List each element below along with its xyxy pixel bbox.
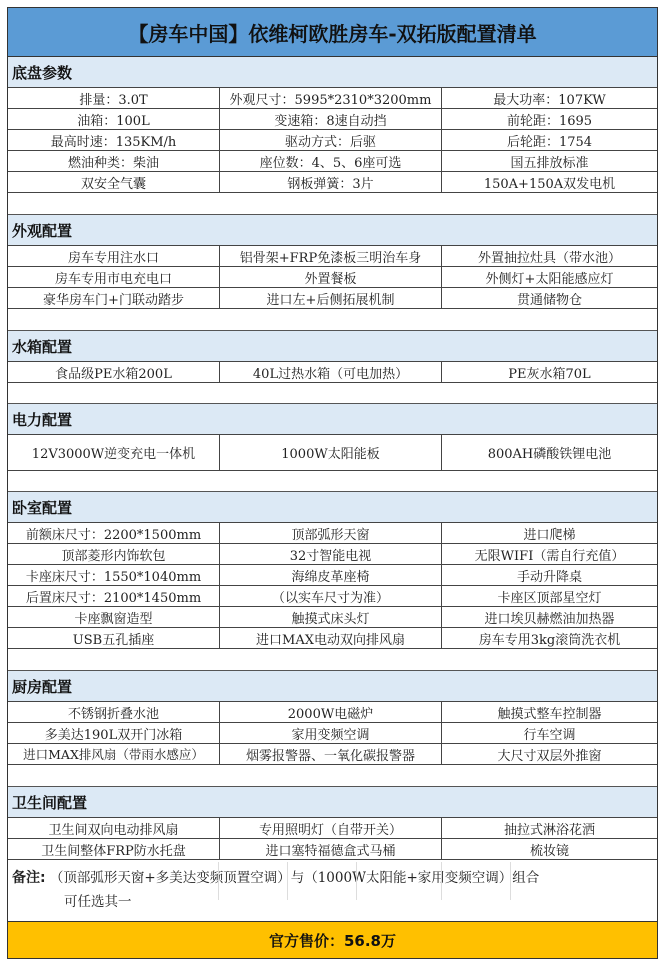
- table-cell: 手动升降桌: [516, 569, 582, 585]
- table-row: [8, 723, 657, 744]
- table-cell: 前轮距：1695: [506, 113, 593, 129]
- remarks-label: 备注:: [12, 870, 46, 886]
- table-row: [8, 130, 657, 151]
- official-price: 官方售价：56.8万: [8, 922, 657, 959]
- table-cell: 卡座床尺寸：1550*1040mm: [8, 565, 220, 585]
- table-cell: 触摸式整车控制器: [497, 706, 602, 722]
- table-row: [8, 362, 657, 383]
- table-row: [8, 435, 657, 471]
- section-heading-exterior: 外观配置: [8, 215, 657, 246]
- table-cell: 后置床尺寸：2100*1450mm: [8, 586, 220, 606]
- table-cell: USB五孔插座: [8, 628, 220, 648]
- table-cell: 触摸式床头灯: [220, 607, 442, 627]
- table-cell: 大尺寸双层外推窗: [497, 748, 602, 764]
- table-cell: 贯通储物仓: [516, 292, 582, 308]
- table-cell: 豪华房车门+门联动踏步: [8, 288, 220, 308]
- section-heading-kitchen: 厨房配置: [8, 671, 657, 702]
- table-row: [8, 523, 657, 544]
- table-cell: 房车专用市电充电口: [8, 267, 220, 287]
- table-cell: 卫生间整体FRP防水托盘: [8, 839, 220, 859]
- grid-column: [357, 862, 442, 900]
- section-heading-water-tank: 水箱配置: [8, 331, 657, 362]
- table-row: [8, 839, 657, 860]
- table-row: [8, 628, 657, 649]
- table-cell: 外侧灯+太阳能感应灯: [485, 271, 614, 287]
- table-row: [8, 151, 657, 172]
- table-cell: 外置餐板: [220, 267, 442, 287]
- table-cell: 铝骨架+FRP免漆板三明治车身: [220, 246, 442, 266]
- table-cell: 进口塞特福德盒式马桶: [220, 839, 442, 859]
- config-sheet: [7, 7, 658, 959]
- table-cell: 钢板弹簧：3片: [220, 172, 442, 192]
- table-cell: 卫生间双向电动排风扇: [8, 818, 220, 838]
- table-cell: 油箱：100L: [8, 109, 220, 129]
- section-spacer: [8, 193, 657, 215]
- table-cell: 外置抽拉灶具（带水池）: [477, 250, 621, 266]
- table-row: [8, 288, 657, 309]
- table-cell: 进口MAX排风扇（带雨水感应）: [8, 744, 220, 764]
- table-row: [8, 267, 657, 288]
- section-spacer: [8, 649, 657, 671]
- table-cell: 进口左+后侧拓展机制: [220, 288, 442, 308]
- section-spacer: [8, 471, 657, 492]
- table-cell: 32寸智能电视: [220, 544, 442, 564]
- section-heading-bathroom: 卫生间配置: [8, 787, 657, 818]
- sheet-title: 【房车中国】依维柯欧胜房车-双拓版配置清单: [8, 7, 657, 57]
- table-cell: 专用照明灯（自带开关）: [220, 818, 442, 838]
- table-cell: 卡座区顶部星空灯: [497, 590, 602, 606]
- table-cell: 排量：3.0T: [8, 88, 220, 108]
- table-row: [8, 565, 657, 586]
- sheet-gridlines: [7, 862, 656, 900]
- grid-column: [288, 862, 357, 900]
- table-row: [8, 607, 657, 628]
- table-row: [8, 88, 657, 109]
- table-cell: 12V3000W逆变充电一体机: [8, 435, 220, 470]
- table-cell: 海绵皮革座椅: [220, 565, 442, 585]
- remarks-text-continued: 可任选其一: [64, 894, 132, 910]
- table-cell: 房车专用3kg滚筒洗衣机: [478, 632, 621, 648]
- table-cell: 最高时速：135KM/h: [8, 130, 220, 150]
- table-cell: 顶部菱形内饰软包: [8, 544, 220, 564]
- table-cell: 2000W电磁炉: [220, 702, 442, 722]
- table-cell: （以实车尺寸为准）: [220, 586, 442, 606]
- section-heading-bedroom: 卧室配置: [8, 492, 657, 523]
- table-cell: 多美达190L双开门冰箱: [8, 723, 220, 743]
- grid-column: [219, 862, 288, 900]
- table-cell: 燃油种类：柴油: [8, 151, 220, 171]
- section-heading-chassis: 底盘参数: [8, 57, 657, 88]
- table-row: [8, 818, 657, 839]
- table-cell: 进口埃贝赫燃油加热器: [484, 611, 615, 627]
- table-row: [8, 702, 657, 723]
- table-cell: 食品级PE水箱200L: [8, 362, 220, 382]
- table-cell: 房车专用注水口: [8, 246, 220, 266]
- table-cell: 国五排放标准: [510, 155, 589, 171]
- table-cell: 抽拉式淋浴花洒: [503, 822, 595, 838]
- table-cell: 外观尺寸：5995*2310*3200mm: [220, 88, 442, 108]
- table-cell: 家用变频空调: [220, 723, 442, 743]
- table-cell: PE灰水箱70L: [508, 366, 591, 382]
- section-heading-power: 电力配置: [8, 404, 657, 435]
- table-cell: 不锈钢折叠水池: [8, 702, 220, 722]
- table-cell: 顶部弧形天窗: [220, 523, 442, 543]
- table-cell: 最大功率：107KW: [493, 92, 606, 108]
- table-cell: 行车空调: [523, 727, 576, 743]
- grid-column: [442, 862, 511, 900]
- table-cell: 变速箱：8速自动挡: [220, 109, 442, 129]
- table-cell: 进口MAX电动双向排风扇: [220, 628, 442, 648]
- table-row: [8, 246, 657, 267]
- section-spacer: [8, 383, 657, 404]
- table-row: [8, 172, 657, 193]
- table-cell: 进口爬梯: [523, 527, 576, 543]
- section-spacer: [8, 765, 657, 787]
- grid-column: [7, 862, 219, 900]
- table-row: [8, 544, 657, 565]
- table-cell: 前额床尺寸：2200*1500mm: [8, 523, 220, 543]
- table-cell: 后轮距：1754: [506, 134, 593, 150]
- table-cell: 无限WIFI（需自行充值）: [474, 548, 625, 564]
- table-cell: 座位数：4、5、6座可选: [220, 151, 442, 171]
- remarks-text: （顶部弧形天窗+多美达变频顶置空调）与（1000W太阳能+家用变频空调）组合: [49, 870, 540, 886]
- table-cell: 150A+150A双发电机: [483, 176, 616, 192]
- table-cell: 烟雾报警器、一氧化碳报警器: [220, 744, 442, 764]
- table-cell: 卡座飘窗造型: [8, 607, 220, 627]
- table-cell: 1000W太阳能板: [220, 435, 442, 470]
- table-cell: 40L过热水箱（可电加热）: [220, 362, 442, 382]
- table-cell: 800AH磷酸铁锂电池: [487, 447, 612, 462]
- table-cell: 驱动方式：后驱: [220, 130, 442, 150]
- table-row: [8, 744, 657, 765]
- table-row: [8, 109, 657, 130]
- table-row: [8, 586, 657, 607]
- table-cell: 双安全气囊: [8, 172, 220, 192]
- section-spacer: [8, 309, 657, 331]
- table-cell: 梳妆镜: [529, 843, 569, 859]
